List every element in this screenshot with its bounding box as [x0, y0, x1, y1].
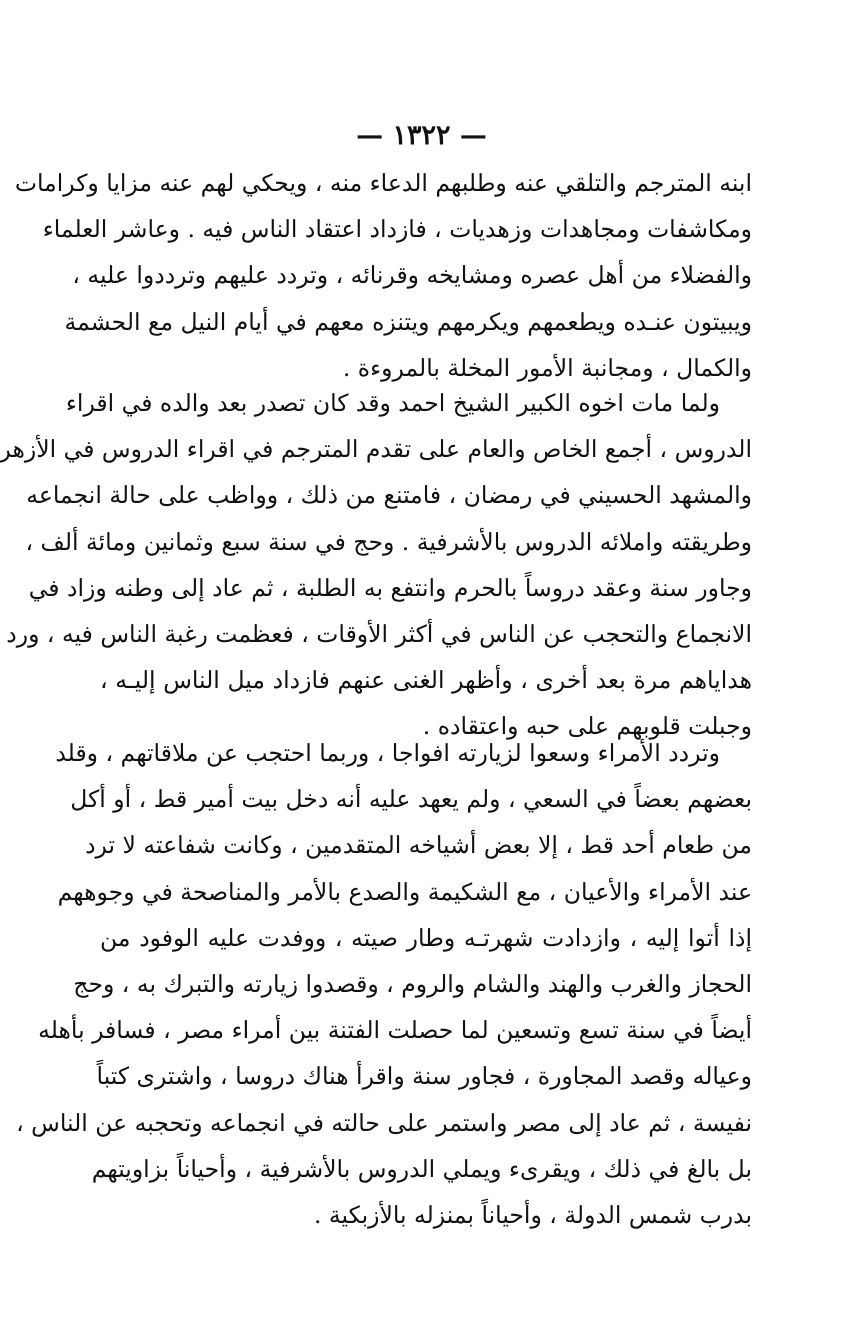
text-line: الدروس ، أجمع الخاص والعام على تقدم المترجم في اقراء الدروس في الأزهر — [0, 435, 752, 464]
text-line: بل بالغ في ذلك ، ويقرىء ويملي الدروس بالأشرفية ، وأحياناً بزاويتهم — [91, 1154, 752, 1183]
text-line: ويبيتون عنـده ويطعمهم ويكرمهم ويتنزه معهم في أيام النيل مع الحشمة — [64, 307, 752, 336]
text-line: ولما مات اخوه الكبير الشيخ احمد وقد كان تصدر بعد والده في اقراء — [65, 389, 720, 417]
text-line: والكمال ، ومجانبة الأمور المخلة بالمروءة . — [342, 353, 752, 382]
text-line: إذا أتوا إليه ، وازدادت شهرتـه وطار صيته ، ووفدت عليه الوفود من — [100, 923, 752, 952]
text-line: الحجاز والغرب والهند والشام والروم ، وقصدوا زيارته والتبرك به ، وحج — [73, 969, 752, 998]
text-line: والمشهد الحسيني في رمضان ، فامتنع من ذلك ، وواظب على حالة انجماعه — [26, 481, 752, 510]
text-line: نفيسة ، ثم عاد إلى مصر واستمر على حالته في انجماعه وتحجبه عن الناس ، — [16, 1108, 752, 1137]
text-line: وجبلت قلوبهم على حبه واعتقاده . — [422, 712, 752, 741]
text-line: وتردد الأمراء وسعوا لزيارته افواجا ، وربما احتجب عن ملاقاتهم ، وقلد — [55, 739, 720, 767]
paragraph-2 — [0, 380, 752, 750]
paragraph-3 — [16, 730, 752, 1238]
paragraph-1 — [14, 160, 752, 391]
text-line: أيضاً في سنة تسع وتسعين لما حصلت الفتنة بين أمراء مصر ، فسافر بأهله — [38, 1016, 752, 1045]
text-line: عند الأمراء والأعيان ، مع الشكيمة والصدع بالأمر والمناصحة في وجوههم — [57, 877, 752, 906]
text-line: ومكاشفات ومجاهدات وزهديات ، فازداد اعتقاد الناس فيه . وعاشر العلماء — [42, 215, 752, 244]
text-line: من طعام أحد قط ، إلا بعض أشياخه المتقدمين ، وكانت شفاعته لا ترد — [85, 831, 752, 860]
text-line: هداياهم مرة بعد أخرى ، وأظهر الغنى عنهم فازداد ميل الناس إليـه ، — [100, 666, 752, 695]
text-line: ابنه المترجم والتلقي عنه وطلبهم الدعاء منه ، ويحكي لهم عنه مزايا وكرامات — [14, 169, 752, 197]
text-line: والفضلاء من أهل عصره ومشايخه وقرنائه ، وتردد عليهم وترددوا عليه ، — [72, 261, 752, 290]
page-number: — ١٣٢٢ — — [356, 120, 487, 151]
text-line: الانجماع والتحجب عن الناس في أكثر الأوقات ، فعظمت رغبة الناس فيه ، ورد — [6, 619, 752, 648]
text-line: وطريقته واملائه الدروس بالأشرفية . وحج في سنة سبع وثمانين ومائة ألف ، — [25, 527, 752, 556]
text-line: وجاور سنة وعقد دروساً بالحرم وانتفع به الطلبة ، ثم عاد إلى وطنه وزاد في — [28, 573, 752, 602]
text-line: وعياله وقصد المجاورة ، فجاور سنة واقرأ هناك دروسا ، واشترى كتباً — [96, 1062, 752, 1091]
text-line: بدرب شمس الدولة ، وأحياناً بمنزله بالأزبكية . — [313, 1200, 752, 1229]
text-line: بعضهم بعضاً في السعي ، ولم يعهد عليه أنه دخل بيت أمير قط ، أو أكل — [70, 785, 752, 814]
